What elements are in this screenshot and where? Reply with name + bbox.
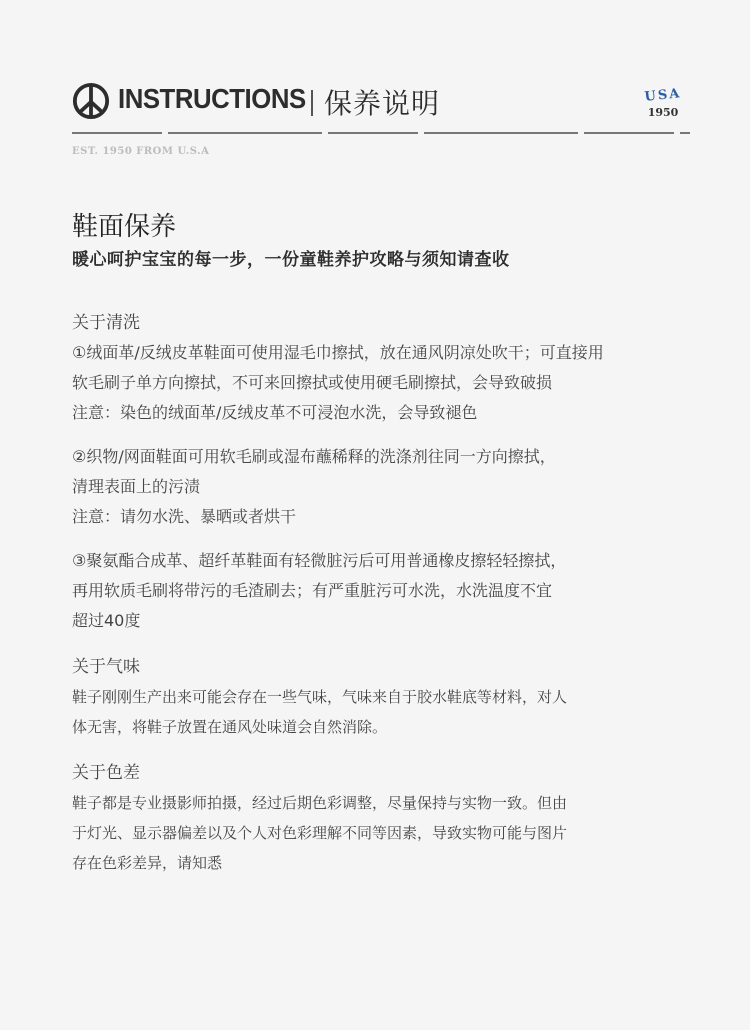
page-title: 保养说明 — [324, 87, 441, 120]
badge-year: 1950 — [647, 106, 679, 119]
instructions-content — [72, 308, 687, 878]
title-divider — [311, 90, 313, 116]
header — [72, 78, 692, 128]
section-subtitle: 暖心呵护宝宝的每一步，一份童鞋养护攻略与须知请查收 — [72, 250, 510, 270]
odor-line2: 体无害，将鞋子放置在通风处味道会自然消除。 — [72, 718, 388, 736]
cleaning-item1-line1: ①绒面革/反绒皮革鞋面可使用湿毛巾擦拭，放在通风阴凉处吹干；可直接用 — [72, 343, 604, 362]
cleaning-item3-line2: 再用软质毛刷将带污的毛渣刷去；有严重脏污可水洗，水洗温度不宜 — [72, 581, 553, 600]
color-line2: 于灯光、显示器偏差以及个人对色彩理解不同等因素，导致实物可能与图片 — [72, 824, 568, 842]
peace-sign-icon — [72, 82, 110, 120]
color-line1: 鞋子都是专业摄影师拍摄，经过后期色彩调整，尽量保持与实物一致。但由 — [72, 794, 568, 812]
badge-country: USA — [643, 86, 683, 105]
header-rule — [72, 132, 690, 134]
usa-badge — [637, 88, 689, 124]
cleaning-item3-line3: 超过40度 — [72, 611, 141, 630]
cleaning-item1-line2: 软毛刷子单方向擦拭，不可来回擦拭或使用硬毛刷擦拭，会导致破损 — [72, 373, 553, 392]
cleaning-heading: 关于清洗 — [72, 313, 140, 333]
cleaning-item2-note: 注意：请勿水洗、暴晒或者烘干 — [72, 507, 297, 526]
cleaning-item2-line2: 清理表面上的污渍 — [72, 477, 201, 496]
est-tagline: EST. 1950 FROM U.S.A — [72, 146, 210, 157]
odor-heading: 关于气味 — [72, 657, 140, 677]
cleaning-item3-line1: ③聚氨酯合成革、超纤革鞋面有轻微脏污后可用普通橡皮擦轻轻擦拭， — [72, 551, 567, 570]
odor-line1: 鞋子刚刚生产出来可能会存在一些气味，气味来自于胶水鞋底等材料，对人 — [72, 688, 568, 706]
color-line3: 存在色彩差异，请知悉 — [72, 854, 223, 872]
cleaning-item1-note: 注意：染色的绒面革/反绒皮革不可浸泡水洗，会导致褪色 — [72, 403, 478, 422]
brand-title: INSTRUCTIONS — [118, 83, 306, 114]
cleaning-item2-line1: ②织物/网面鞋面可用软毛刷或湿布蘸稀释的洗涤剂往同一方向擦拭， — [72, 447, 556, 466]
color-heading: 关于色差 — [72, 763, 140, 783]
section-title: 鞋面保养 — [72, 212, 177, 242]
